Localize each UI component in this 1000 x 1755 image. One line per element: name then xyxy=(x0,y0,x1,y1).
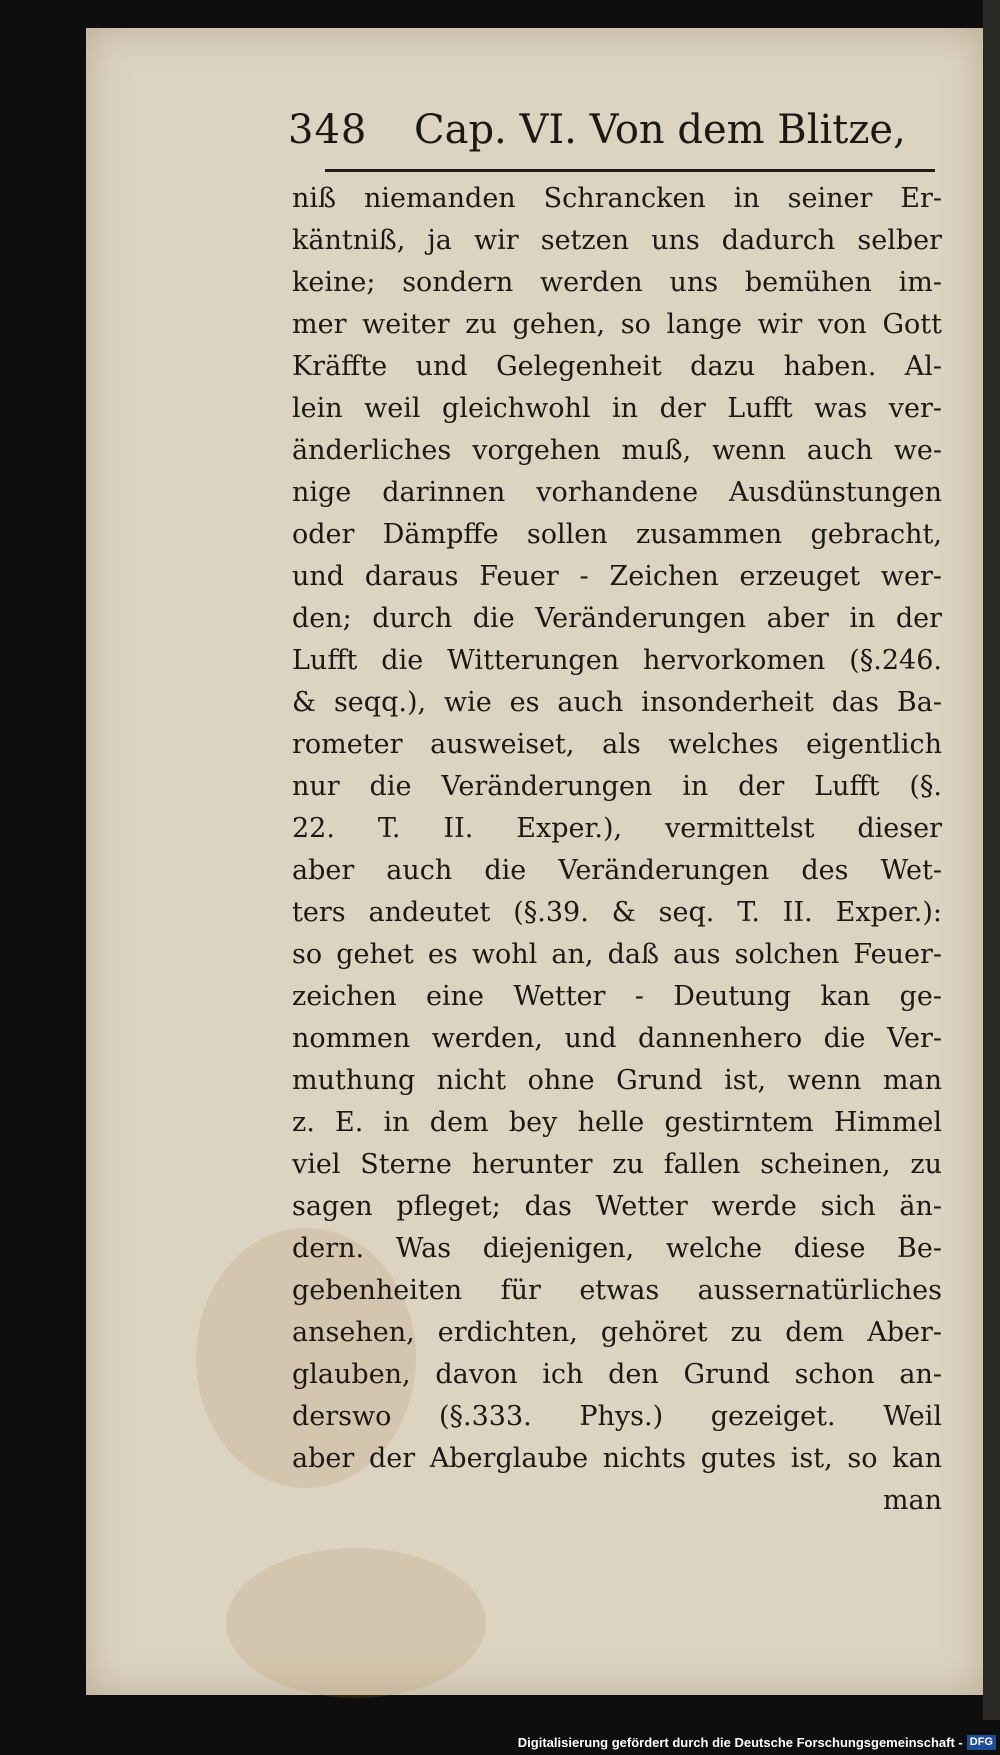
text-line: glauben, davon ich den Grund schon an- xyxy=(292,1359,942,1390)
text-line: & seqq.), wie es auch insonderheit das Ba- xyxy=(292,687,942,718)
text-line: und daraus Feuer - Zeichen erzeuget wer- xyxy=(292,561,942,592)
text-line: aber auch die Veränderungen des Wet- xyxy=(292,855,942,886)
text-line: z. E. in dem bey helle gestirntem Himmel xyxy=(292,1107,942,1138)
text-line: viel Sterne herunter zu fallen scheinen, zu xyxy=(292,1149,942,1180)
header-rule xyxy=(325,169,935,172)
dfg-logo: DFG xyxy=(967,1735,996,1750)
text-line: sagen pfleget; das Wetter werde sich än- xyxy=(292,1191,942,1222)
page-header xyxy=(288,107,938,167)
text-line: nige darinnen vorhandene Ausdünstungen xyxy=(292,477,942,508)
text-line: keine; sondern werden uns bemühen im- xyxy=(292,267,942,298)
text-line: muthung nicht ohne Grund ist, wenn man xyxy=(292,1065,942,1096)
text-line: mer weiter zu gehen, so lange wir von Gott xyxy=(292,309,942,340)
paper-stain xyxy=(226,1548,486,1698)
text-line: derswo (§.333. Phys.) gezeiget. Weil xyxy=(292,1401,942,1432)
text-line: änderliches vorgehen muß, wenn auch we- xyxy=(292,435,942,466)
text-line: den; durch die Veränderungen aber in der xyxy=(292,603,942,634)
credit-text: Digitalisierung gefördert durch die Deutsche Forschungsgemeinschaft - xyxy=(517,1734,963,1750)
text-line: nommen werden, und dannenhero die Ver- xyxy=(292,1023,942,1054)
text-line: 22. T. II. Exper.), vermittelst dieser xyxy=(292,813,942,844)
text-line: oder Dämpffe sollen zusammen gebracht, xyxy=(292,519,942,550)
text-line: niß niemanden Schrancken in seiner Er- xyxy=(292,183,942,214)
running-head: Cap. VI. Von dem Blitze, xyxy=(414,107,906,153)
text-line: rometer ausweiset, als welches eigentlich xyxy=(292,729,942,760)
text-line: man xyxy=(882,1485,942,1516)
page-number: 348 xyxy=(288,107,368,153)
text-line: ters andeutet (§.39. & seq. T. II. Exper.): xyxy=(292,897,942,928)
text-line: Lufft die Witterungen hervorkomen (§.246. xyxy=(292,645,942,676)
text-line: aber der Aberglaube nichts gutes ist, so kan xyxy=(292,1443,942,1474)
text-line: zeichen eine Wetter - Deutung kan ge- xyxy=(292,981,942,1012)
body-text xyxy=(292,178,942,1522)
text-line: lein weil gleichwohl in der Lufft was ver- xyxy=(292,393,942,424)
text-line: nur die Veränderungen in der Lufft (§. xyxy=(292,771,942,802)
text-line: gebenheiten für etwas aussernatürliches xyxy=(292,1275,942,1306)
text-line: Kräffte und Gelegenheit dazu haben. Al- xyxy=(292,351,942,382)
text-line: so gehet es wohl an, daß aus solchen Feuer- xyxy=(292,939,942,970)
text-line: käntniß, ja wir setzen uns dadurch selber xyxy=(292,225,942,256)
text-line: ansehen, erdichten, gehöret zu dem Aber- xyxy=(292,1317,942,1348)
digitization-credit xyxy=(518,1732,996,1752)
page-edge xyxy=(983,0,1000,1720)
text-line: dern. Was diejenigen, welche diese Be- xyxy=(292,1233,942,1264)
